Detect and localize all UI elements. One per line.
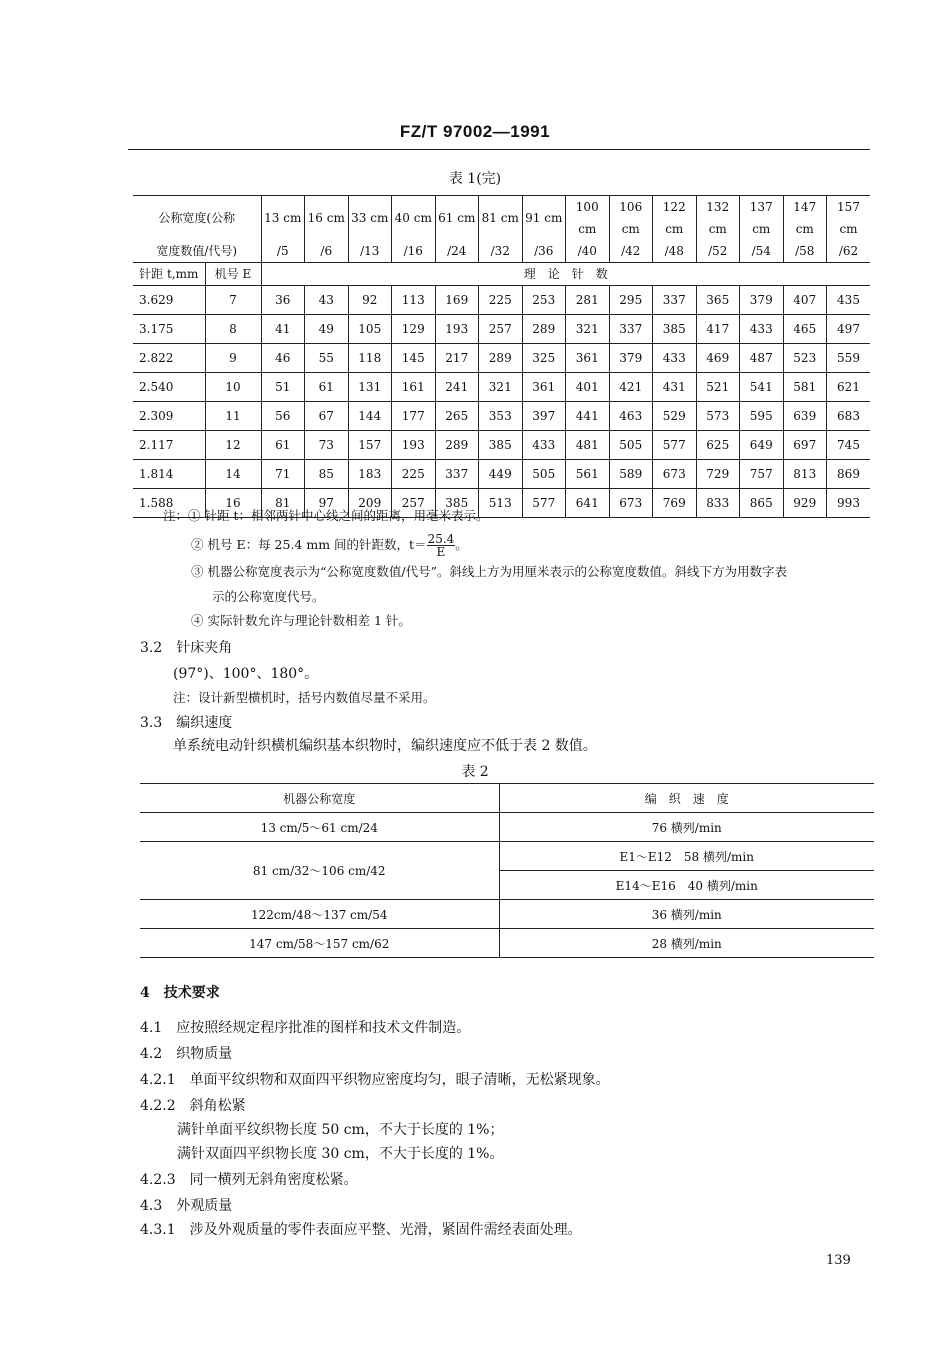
needle-count-cell: 85: [305, 460, 349, 489]
needle-count-cell: 465: [783, 315, 827, 344]
nominal-width-cm: 106 cm: [609, 196, 653, 241]
table-row: [133, 315, 870, 344]
table1-caption: 表 1(完): [448, 171, 502, 187]
needle-count-cell: 581: [783, 373, 827, 402]
fraction-denominator: E: [436, 545, 446, 559]
header-rule: [128, 149, 870, 150]
width-cell: 81 cm/32～106 cm/42: [140, 842, 499, 900]
clause-4-2-2: 4.2.2 斜角松紧: [140, 1098, 246, 1114]
needle-count-cell: 433: [740, 315, 784, 344]
gauge-header: 机号 E: [205, 263, 261, 286]
table-row: [140, 813, 874, 842]
needle-count-cell: 289: [435, 431, 479, 460]
needle-count-cell: 43: [305, 286, 349, 315]
needle-count-cell: 183: [348, 460, 392, 489]
nominal-width-code: /52: [696, 240, 740, 263]
gauge-cell: 16: [205, 489, 261, 518]
needle-count-cell: 129: [392, 315, 436, 344]
needle-count-cell: 431: [653, 373, 697, 402]
clause-4-3-1: 4.3.1 涉及外观质量的零件表面应平整、光滑，紧固件需经表面处理。: [140, 1222, 582, 1238]
needle-count-cell: 697: [783, 431, 827, 460]
note-1: 注：① 针距 t：相邻两针中心线之间的距离，用毫米表示。: [163, 508, 489, 523]
needle-count-cell: 561: [566, 460, 610, 489]
needle-count-cell: 61: [261, 431, 305, 460]
nominal-width-cm: 16 cm: [305, 196, 349, 241]
needle-count-cell: 257: [479, 315, 523, 344]
needle-count-cell: 97: [305, 489, 349, 518]
table-row: [133, 373, 870, 402]
nominal-width-label-line-2: 宽度数值/代号): [133, 240, 261, 263]
needle-count-cell: 521: [696, 373, 740, 402]
table-row: [140, 842, 874, 871]
section-3-3-text: 单系统电动针织横机编织基本织物时，编织速度应不低于表 2 数值。: [173, 738, 597, 754]
needle-count-cell: 51: [261, 373, 305, 402]
needle-count-cell: 265: [435, 402, 479, 431]
speed-cell: 28 横列/min: [499, 929, 874, 958]
clause-4-2: 4.2 织物质量: [140, 1046, 233, 1062]
document-code: FZ/T 97002—1991: [399, 122, 551, 141]
needle-count-cell: 385: [435, 489, 479, 518]
nominal-width-cm: 91 cm: [522, 196, 566, 241]
needle-count-cell: 131: [348, 373, 392, 402]
nominal-width-label: 公称宽度(公称: [133, 196, 261, 241]
needle-count-cell: 813: [783, 460, 827, 489]
needle-count-cell: 92: [348, 286, 392, 315]
table-row: [133, 344, 870, 373]
table-row: [140, 900, 874, 929]
needle-count-cell: 481: [566, 431, 610, 460]
needle-count-cell: 385: [479, 431, 523, 460]
nominal-width-cm: 81 cm: [479, 196, 523, 241]
nominal-width-cm: 147 cm: [783, 196, 827, 241]
needle-count-cell: 257: [392, 489, 436, 518]
gauge-cell: 9: [205, 344, 261, 373]
needle-count-cell: 673: [609, 489, 653, 518]
needle-pitch-cell: 2.540: [133, 373, 205, 402]
needle-count-cell: 105: [348, 315, 392, 344]
clause-4-2-2-line-1: 满针单面平纹织物长度 50 cm，不大于长度的 1%；: [177, 1122, 504, 1138]
section-3-2-text: (97°)、100°、180°。: [173, 666, 319, 682]
needle-count-cell: 193: [392, 431, 436, 460]
table-row: [133, 402, 870, 431]
speed-cell: 36 横列/min: [499, 900, 874, 929]
width-cell: 122cm/48～137 cm/54: [140, 900, 499, 929]
needle-count-cell: 118: [348, 344, 392, 373]
nominal-width-code: /36: [522, 240, 566, 263]
needle-count-cell: 295: [609, 286, 653, 315]
needle-count-cell: 71: [261, 460, 305, 489]
nominal-width-cm: 137 cm: [740, 196, 784, 241]
gauge-cell: 14: [205, 460, 261, 489]
needle-count-cell: 113: [392, 286, 436, 315]
nominal-width-cm: 100 cm: [566, 196, 610, 241]
needle-count-cell: 145: [392, 344, 436, 373]
needle-pitch-cell: 1.814: [133, 460, 205, 489]
nominal-width-cm: 122 cm: [653, 196, 697, 241]
needle-count-cell: 67: [305, 402, 349, 431]
nominal-width-cm: 13 cm: [261, 196, 305, 241]
needle-count-cell: 361: [566, 344, 610, 373]
needle-count-cell: 433: [653, 344, 697, 373]
nominal-width-code: /24: [435, 240, 479, 263]
nominal-width-code: /58: [783, 240, 827, 263]
gauge-fraction: [427, 533, 456, 558]
needle-count-cell: 435: [827, 286, 871, 315]
needle-count-cell: 641: [566, 489, 610, 518]
needle-count-cell: 497: [827, 315, 871, 344]
speed-cell: 76 横列/min: [499, 813, 874, 842]
theoretical-needle-count-header: 理 论 针 数: [261, 263, 870, 286]
needle-count-cell: 225: [392, 460, 436, 489]
section-3-2-title: 3.2 针床夹角: [140, 640, 233, 656]
needle-count-cell: 505: [522, 460, 566, 489]
nominal-width-cm: 157 cm: [827, 196, 871, 241]
needle-count-cell: 729: [696, 460, 740, 489]
needle-count-cell: 649: [740, 431, 784, 460]
needle-pitch-cell: 2.309: [133, 402, 205, 431]
needle-count-cell: 193: [435, 315, 479, 344]
nominal-width-code: /42: [609, 240, 653, 263]
needle-pitch-cell: 2.822: [133, 344, 205, 373]
fraction-numerator: 25.4: [427, 532, 455, 546]
needle-count-cell: 253: [522, 286, 566, 315]
needle-count-cell: 505: [609, 431, 653, 460]
table1-header-row-widths: [133, 196, 870, 241]
needle-count-cell: 589: [609, 460, 653, 489]
needle-count-cell: 929: [783, 489, 827, 518]
note-3: ③ 机器公称宽度表示为“公称宽度数值/代号”。斜线上方为用厘米表示的公称宽度数值。斜线下方为用数字表: [191, 564, 787, 579]
gauge-cell: 10: [205, 373, 261, 402]
needle-count-cell: 379: [740, 286, 784, 315]
needle-count-cell: 745: [827, 431, 871, 460]
table1-header-row-units: [133, 263, 870, 286]
needle-count-cell: 337: [435, 460, 479, 489]
table2-caption: 表 2: [461, 764, 489, 780]
needle-count-cell: 529: [653, 402, 697, 431]
needle-count-cell: 209: [348, 489, 392, 518]
needle-count-cell: 353: [479, 402, 523, 431]
needle-count-cell: 421: [609, 373, 653, 402]
needle-count-cell: 169: [435, 286, 479, 315]
needle-count-cell: 225: [479, 286, 523, 315]
note-4: ④ 实际针数允许与理论针数相差 1 针。: [191, 613, 411, 628]
nominal-width-cm: 61 cm: [435, 196, 479, 241]
table2-header-row: [140, 784, 874, 813]
needle-count-cell: 769: [653, 489, 697, 518]
needle-count-cell: 337: [609, 315, 653, 344]
section-3-3-title: 3.3 编织速度: [140, 715, 233, 731]
needle-count-cell: 56: [261, 402, 305, 431]
note-2-suffix: 。: [455, 537, 468, 552]
table-row: [133, 286, 870, 315]
note-2-text: ② 机号 E：每 25.4 mm 间的针距数，t＝: [191, 537, 427, 552]
gauge-cell: 7: [205, 286, 261, 315]
needle-count-cell: 513: [479, 489, 523, 518]
needle-count-cell: 379: [609, 344, 653, 373]
note-2: [191, 533, 468, 558]
gauge-cell: 11: [205, 402, 261, 431]
clause-4-2-1: 4.2.1 单面平纹织物和双面四平织物应密度均匀，眼子清晰，无松紧现象。: [140, 1072, 610, 1088]
needle-count-cell: 441: [566, 402, 610, 431]
width-cell: 13 cm/5～61 cm/24: [140, 813, 499, 842]
nominal-width-code: /40: [566, 240, 610, 263]
needle-count-cell: 289: [479, 344, 523, 373]
nominal-width-code: /5: [261, 240, 305, 263]
speed-cell: E1～E12 58 横列/min: [499, 842, 874, 871]
needle-count-cell: 177: [392, 402, 436, 431]
needle-count-cell: 41: [261, 315, 305, 344]
gauge-cell: 12: [205, 431, 261, 460]
needle-count-cell: 417: [696, 315, 740, 344]
needle-count-cell: 36: [261, 286, 305, 315]
knitting-speed-table: [140, 783, 874, 958]
needle-count-cell: 61: [305, 373, 349, 402]
nominal-width-cm: 33 cm: [348, 196, 392, 241]
needle-count-cell: 407: [783, 286, 827, 315]
needle-count-cell: 595: [740, 402, 784, 431]
clause-4-1: 4.1 应按照经规定程序批准的图样和技术文件制造。: [140, 1020, 471, 1036]
needle-count-table: [133, 195, 870, 518]
needle-pitch-cell: 3.175: [133, 315, 205, 344]
table1-header-row-codes: [133, 240, 870, 263]
needle-count-cell: 289: [522, 315, 566, 344]
needle-count-cell: 397: [522, 402, 566, 431]
table2-header-width: 机器公称宽度: [140, 784, 499, 813]
nominal-width-code: /54: [740, 240, 784, 263]
table-row: [133, 460, 870, 489]
speed-cell: E14～E16 40 横列/min: [499, 871, 874, 900]
clause-4-2-3: 4.2.3 同一横列无斜角密度松紧。: [140, 1172, 358, 1188]
needle-count-cell: 541: [740, 373, 784, 402]
nominal-width-code: /62: [827, 240, 871, 263]
needle-count-cell: 217: [435, 344, 479, 373]
gauge-cell: 8: [205, 315, 261, 344]
needle-count-cell: 365: [696, 286, 740, 315]
section-3-2-note: 注：设计新型横机时，括号内数值尽量不采用。: [173, 690, 436, 705]
needle-count-cell: 625: [696, 431, 740, 460]
needle-count-cell: 321: [566, 315, 610, 344]
needle-count-cell: 523: [783, 344, 827, 373]
needle-count-cell: 321: [479, 373, 523, 402]
table2-header-speed: 编 织 速 度: [499, 784, 874, 813]
nominal-width-code: /48: [653, 240, 697, 263]
needle-count-cell: 639: [783, 402, 827, 431]
nominal-width-code: /6: [305, 240, 349, 263]
clause-4-3: 4.3 外观质量: [140, 1198, 233, 1214]
needle-count-cell: 46: [261, 344, 305, 373]
nominal-width-code: /13: [348, 240, 392, 263]
page-number: 139: [826, 1253, 851, 1268]
note-3-continued: 示的公称宽度代号。: [212, 589, 325, 604]
needle-count-cell: 449: [479, 460, 523, 489]
needle-count-cell: 157: [348, 431, 392, 460]
nominal-width-cm: 40 cm: [392, 196, 436, 241]
needle-pitch-cell: 3.629: [133, 286, 205, 315]
needle-count-cell: 577: [522, 489, 566, 518]
nominal-width-cm: 132 cm: [696, 196, 740, 241]
nominal-width-code: /32: [479, 240, 523, 263]
needle-count-cell: 865: [740, 489, 784, 518]
needle-count-cell: 993: [827, 489, 871, 518]
needle-pitch-header: 针距 t,mm: [133, 263, 205, 286]
needle-count-cell: 241: [435, 373, 479, 402]
needle-count-cell: 683: [827, 402, 871, 431]
needle-count-cell: 559: [827, 344, 871, 373]
needle-count-cell: 469: [696, 344, 740, 373]
table-row: [140, 929, 874, 958]
needle-count-cell: 433: [522, 431, 566, 460]
needle-count-cell: 621: [827, 373, 871, 402]
needle-count-cell: 161: [392, 373, 436, 402]
needle-count-cell: 757: [740, 460, 784, 489]
width-cell: 147 cm/58～157 cm/62: [140, 929, 499, 958]
needle-count-cell: 385: [653, 315, 697, 344]
needle-count-cell: 869: [827, 460, 871, 489]
needle-pitch-cell: 2.117: [133, 431, 205, 460]
needle-count-cell: 463: [609, 402, 653, 431]
needle-count-cell: 401: [566, 373, 610, 402]
needle-count-cell: 281: [566, 286, 610, 315]
nominal-width-code: /16: [392, 240, 436, 263]
section-4-title: 4 技术要求: [140, 985, 220, 1001]
needle-count-cell: 144: [348, 402, 392, 431]
needle-count-cell: 55: [305, 344, 349, 373]
clause-4-2-2-line-2: 满针双面四平织物长度 30 cm，不大于长度的 1%。: [177, 1146, 504, 1162]
needle-count-cell: 325: [522, 344, 566, 373]
needle-count-cell: 49: [305, 315, 349, 344]
needle-count-cell: 573: [696, 402, 740, 431]
needle-count-cell: 487: [740, 344, 784, 373]
needle-count-cell: 361: [522, 373, 566, 402]
needle-count-cell: 337: [653, 286, 697, 315]
needle-count-cell: 577: [653, 431, 697, 460]
needle-count-cell: 73: [305, 431, 349, 460]
needle-count-cell: 833: [696, 489, 740, 518]
needle-pitch-cell: 1.588: [133, 489, 205, 518]
table-row: [133, 431, 870, 460]
needle-count-cell: 81: [261, 489, 305, 518]
needle-count-cell: 673: [653, 460, 697, 489]
